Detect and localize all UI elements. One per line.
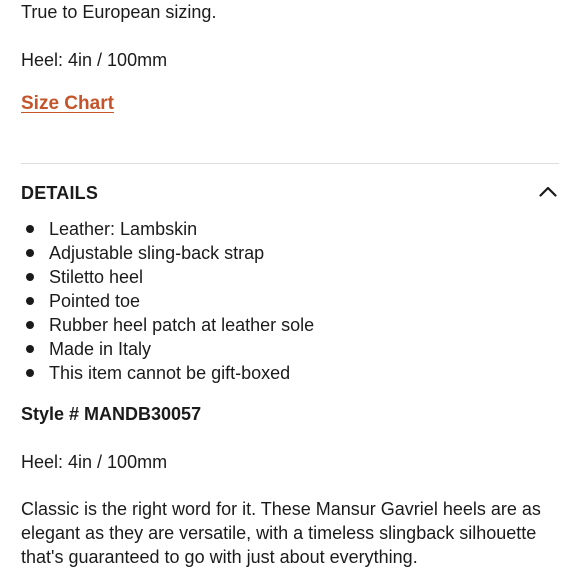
- bullet-icon: [26, 321, 34, 329]
- list-item: [21, 289, 314, 313]
- bullet-icon: [26, 273, 34, 281]
- bullet-text: Pointed toe: [49, 291, 141, 311]
- chevron-up-icon[interactable]: [539, 185, 557, 197]
- bullet-text: Adjustable sling-back strap: [49, 243, 265, 263]
- list-item: [21, 217, 314, 241]
- heel-height-info: Heel: 4in / 100mm: [21, 50, 168, 70]
- list-item: [21, 337, 314, 361]
- bullet-text: Leather: Lambskin: [49, 219, 198, 239]
- section-divider: [21, 163, 559, 164]
- list-item: [21, 265, 314, 289]
- list-item: [21, 361, 314, 385]
- details-title: DETAILS: [21, 183, 99, 203]
- bullet-icon: [26, 345, 34, 353]
- heel-height-detail: Heel: 4in / 100mm: [21, 452, 168, 472]
- details-bullet-list: [21, 217, 314, 385]
- bullet-icon: [26, 225, 34, 233]
- bullet-icon: [26, 369, 34, 377]
- bullet-text: Stiletto heel: [49, 267, 144, 287]
- bullet-text: Rubber heel patch at leather sole: [49, 315, 315, 335]
- list-item: [21, 313, 314, 337]
- sizing-note: True to European sizing.: [21, 2, 217, 22]
- size-chart-link[interactable]: Size Chart: [21, 93, 114, 114]
- product-description: Classic is the right word for it. These Mansur Gavriel heels are as elegant as they are versatile, with a timeless slingback silhouette that's guaranteed to go with just about everything.: [21, 499, 541, 567]
- style-number: Style # MANDB30057: [21, 404, 202, 424]
- details-accordion-header[interactable]: [21, 180, 559, 208]
- bullet-text: This item cannot be gift-boxed: [49, 363, 291, 383]
- bullet-text: Made in Italy: [49, 339, 152, 359]
- bullet-icon: [26, 297, 34, 305]
- list-item: [21, 241, 314, 265]
- bullet-icon: [26, 249, 34, 257]
